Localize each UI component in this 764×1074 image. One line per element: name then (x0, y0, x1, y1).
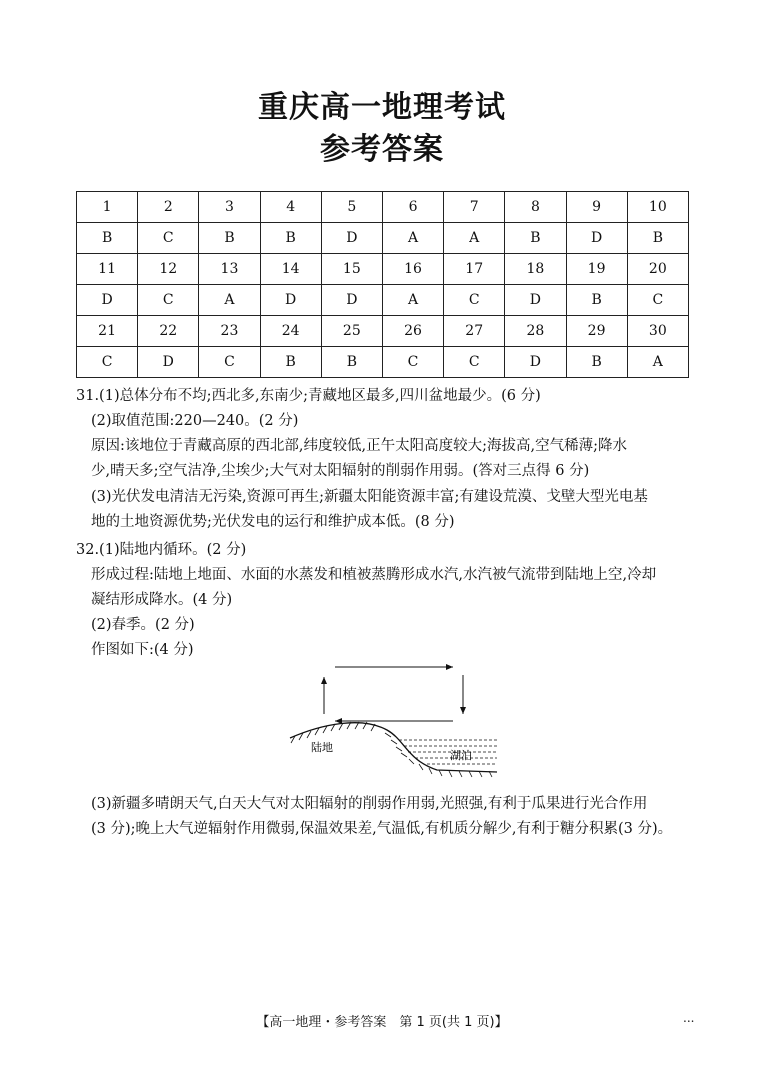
table-cell: 6 (382, 192, 443, 223)
table-cell: 10 (627, 192, 688, 223)
table-cell: 13 (199, 254, 260, 285)
table-cell: 21 (77, 316, 138, 347)
table-cell: 26 (382, 316, 443, 347)
q31-line-3: 原因:该地位于青藏高原的西北部,纬度较低,正午太阳高度较大;海拔高,空气稀薄;降水 (91, 438, 627, 454)
table-cell: B (260, 347, 321, 378)
answer-table (76, 191, 689, 378)
table-cell: 27 (444, 316, 505, 347)
table-cell: C (382, 347, 443, 378)
q32-line-4: (2)春季。(2 分) (91, 617, 195, 633)
table-cell: D (505, 285, 566, 316)
table-cell: D (321, 285, 382, 316)
table-cell: 24 (260, 316, 321, 347)
page-footer: 【高一地理・参考答案 第 1 页(共 1 页)】 (256, 1015, 508, 1030)
table-cell: 25 (321, 316, 382, 347)
table-cell: B (505, 223, 566, 254)
q31-line-4: 少,晴天多;空气洁净,尘埃少;大气对太阳辐射的削弱作用弱。(答对三点得 6 分) (91, 463, 590, 479)
table-cell: D (505, 347, 566, 378)
q31-line-2: (2)取值范围:220—240。(2 分) (91, 413, 299, 429)
q32-line-3: 凝结形成降水。(4 分) (91, 592, 233, 608)
table-cell: D (321, 223, 382, 254)
table-cell: 30 (627, 316, 688, 347)
table-cell: 1 (77, 192, 138, 223)
table-cell: C (444, 285, 505, 316)
q32-line-1: 32.(1)陆地内循环。(2 分) (76, 542, 247, 558)
table-cell: D (138, 347, 199, 378)
table-cell: 16 (382, 254, 443, 285)
table-cell: 9 (566, 192, 627, 223)
table-cell: B (566, 285, 627, 316)
table-cell: 28 (505, 316, 566, 347)
table-row-numbers (77, 316, 689, 347)
table-cell: A (382, 285, 443, 316)
table-row-numbers (77, 192, 689, 223)
lake-water-lines (399, 740, 497, 764)
table-cell: C (138, 223, 199, 254)
table-cell: 18 (505, 254, 566, 285)
table-cell: 3 (199, 192, 260, 223)
land-label: 陆地 (311, 741, 333, 754)
q31-line-1: 31.(1)总体分布不均;西北多,东南少;青藏地区最多,四川盆地最少。(6 分) (76, 388, 541, 404)
table-cell: 22 (138, 316, 199, 347)
q31-line-6: 地的土地资源优势;光伏发电的运行和维护成本低。(8 分) (91, 514, 455, 530)
table-cell: C (199, 347, 260, 378)
q32-line-6: (3)新疆多晴朗天气,白天大气对太阳辐射的削弱作用弱,光照强,有利于瓜果进行光合作用 (91, 796, 648, 812)
table-cell: D (260, 285, 321, 316)
table-cell: 14 (260, 254, 321, 285)
q32-line-7: (3 分);晚上大气逆辐射作用微弱,保温效果差,气温低,有机质分解少,有利于糖分积累(3 分)。 (91, 821, 673, 837)
table-cell: 11 (77, 254, 138, 285)
table-cell: B (566, 347, 627, 378)
table-cell: B (321, 347, 382, 378)
q31-line-5: (3)光伏发电清洁无污染,资源可再生;新疆太阳能资源丰富;有建设荒漠、戈壁大型光电基 (91, 489, 648, 505)
table-cell: 19 (566, 254, 627, 285)
table-cell: 12 (138, 254, 199, 285)
table-cell: A (382, 223, 443, 254)
table-cell: B (627, 223, 688, 254)
table-cell: A (627, 347, 688, 378)
q32-line-5: 作图如下:(4 分) (91, 642, 194, 658)
table-cell: A (199, 285, 260, 316)
table-row-numbers (77, 254, 689, 285)
table-cell: 7 (444, 192, 505, 223)
table-cell: 17 (444, 254, 505, 285)
table-cell: C (138, 285, 199, 316)
table-cell: 2 (138, 192, 199, 223)
table-row-answers (77, 347, 689, 378)
page-title: 重庆高一地理考试 (258, 90, 506, 125)
table-cell: 8 (505, 192, 566, 223)
table-cell: 5 (321, 192, 382, 223)
table-cell: 20 (627, 254, 688, 285)
table-cell: C (444, 347, 505, 378)
table-cell: 15 (321, 254, 382, 285)
table-cell: B (199, 223, 260, 254)
table-cell: D (77, 285, 138, 316)
table-cell: C (77, 347, 138, 378)
footer-mark: ... (683, 1011, 695, 1025)
table-cell: D (566, 223, 627, 254)
table-cell: B (77, 223, 138, 254)
table-cell: 29 (566, 316, 627, 347)
page-subtitle: 参考答案 (320, 132, 444, 167)
table-cell: 23 (199, 316, 260, 347)
table-cell: C (627, 285, 688, 316)
table-cell: B (260, 223, 321, 254)
q32-line-2: 形成过程:陆地上地面、水面的水蒸发和植被蒸腾形成水汽,水汽被气流带到陆地上空,冷却 (91, 567, 657, 583)
table-row-answers (77, 223, 689, 254)
water-cycle-diagram (287, 660, 507, 785)
table-row-answers (77, 285, 689, 316)
table-cell: A (444, 223, 505, 254)
table-cell: 4 (260, 192, 321, 223)
lake-label: 湖泊 (450, 749, 472, 762)
